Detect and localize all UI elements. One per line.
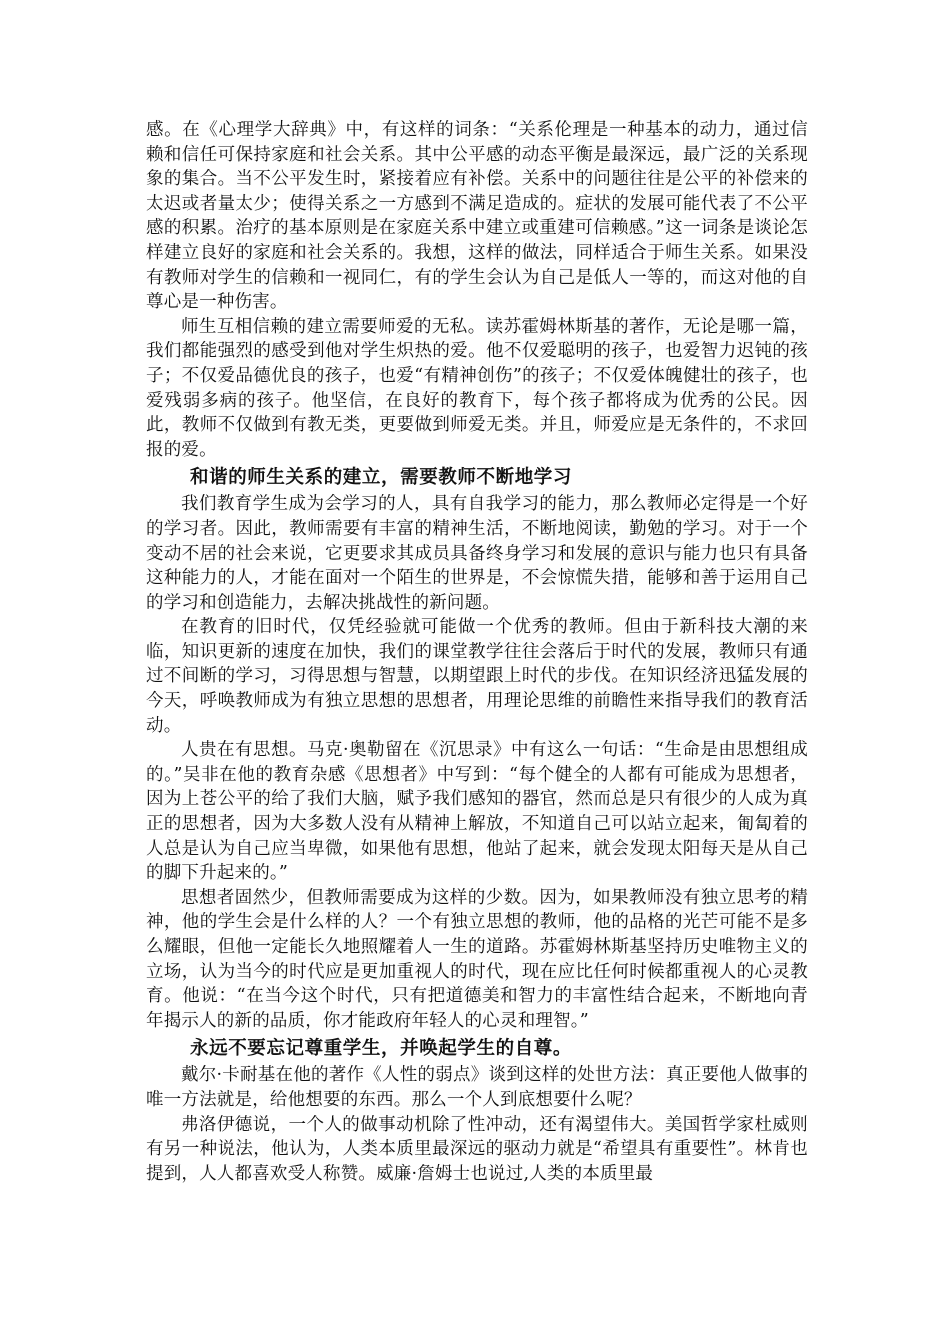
paragraph-relationship-ethics: 感。在《心理学大辞典》中，有这样的词条：“关系伦理是一种基本的动力，通过信赖和信任可保持家庭和社会关系。其中公平感的动态平衡是最深远，最广泛的关系现象的集合。当不公平发生时，紧接着应有补偿。关系中的问题往往是公平的补偿来的太迟或者量太少；使得关系之一方感到不满足造成的。症状的发展可能代表了不公平感的积累。治疗的基本原则是在家庭关系中建立或重建可信赖感。”这一词条是谈论怎样建立良好的家庭和社会关系的。我想，这样的做法，同样适合于师生关系。如果没有教师对学生的信赖和一视同仁，有的学生会认为自己是低人一等的，而这对他的自尊心是一种伤害。 (146, 120, 808, 313)
paragraph-lifelong-learning: 我们教育学生成为会学习的人，具有自我学习的能力，那么教师必定得是一个好的学习者。因此，教师需要有丰富的精神生活，不断地阅读，勤勉的学习。对于一个变动不居的社会来说，它更要求其成员具备终身学习和发展的意识与能力也只有具备这种能力的人，才能在面对一个陌生的世界是，不会惊慌失措，能够和善于运用自己的学习和创造能力，去解决挑战性的新问题。 (146, 494, 808, 613)
paragraph-carnegie: 戴尔·卡耐基在他的著作《人性的弱点》谈到这样的处世方法：真正要他人做事的唯一方法就是，给他想要的东西。那么一个人到底想要什么呢？ (146, 1065, 808, 1110)
document-page (146, 118, 808, 1186)
paragraph-freud-dewey: 弗洛伊德说，一个人的做事动机除了性冲动，还有渴望伟大。美国哲学家杜威则有另一种说法，他认为，人类本质里最深远的驱动力就是“希望具有重要性”。林肯也提到，人人都喜欢受人称赞。威廉·詹姆士也说过,人类的本质里最 (146, 1114, 808, 1184)
section-heading-teacher-learning: 和谐的师生关系的建立，需要教师不断地学习 (190, 467, 573, 489)
section-heading-respect-students: 永远不要忘记尊重学生，并唤起学生的自尊。 (190, 1038, 573, 1060)
paragraph-thought: 人贵在有思想。马克·奥勒留在《沉思录》中有这么一句话：“生命是由思想组成的。”吴非在他的教育杂感《思想者》中写到：“每个健全的人都有可能成为思想者，因为上苍公平的给了我们大脑，赋予我们感知的器官，然而总是只有很少的人成为真正的思想者，因为大多数人没有从精神上解放，不知道自己可以站立起来，匍匐着的人总是认为自己应当卑微，如果他有思想，他站了起来，就会发现太阳每天是从自己的脚下升起来的。” (146, 740, 808, 884)
paragraph-new-era: 在教育的旧时代，仅凭经验就可能做一个优秀的教师。但由于新科技大潮的来临，知识更新的速度在加快，我们的课堂教学往往会落后于时代的发展，教师只有通过不间断的学习，习得思想与智慧，以期望跟上时代的步伐。在知识经济迅猛发展的今天，呼唤教师成为有独立思想的思想者，用理论思维的前瞻性来指导我们的教育活动。 (146, 617, 808, 736)
paragraph-thinkers: 思想者固然少，但教师需要成为这样的少数。因为，如果教师没有独立思考的精神，他的学生会是什么样的人？一个有独立思想的教师，他的品格的光芒可能不是多么耀眼，但他一定能长久地照耀着人一生的道路。苏霍姆林斯基坚持历史唯物主义的立场，认为当今的时代应是更加重视人的时代，现在应比任何时候都重视人的心灵教育。他说：“在当今这个时代，只有把道德美和智力的丰富性结合起来，不断地向青年揭示人的新的品质，你才能政府年轻人的心灵和理智。” (146, 887, 808, 1031)
paragraph-selfless-love: 师生互相信赖的建立需要师爱的无私。读苏霍姆林斯基的著作，无论是哪一篇，我们都能强烈的感受到他对学生炽热的爱。他不仅爱聪明的孩子，也爱智力迟钝的孩子；不仅爱品德优良的孩子，也爱“有精神创伤”的孩子；不仅爱体魄健壮的孩子，也爱残弱多病的孩子。他坚信，在良好的教育下，每个孩子都将成为优秀的公民。因此，教师不仅做到有教无类，更要做到师爱无类。并且，师爱应是无条件的，不求回报的爱。 (146, 316, 808, 460)
